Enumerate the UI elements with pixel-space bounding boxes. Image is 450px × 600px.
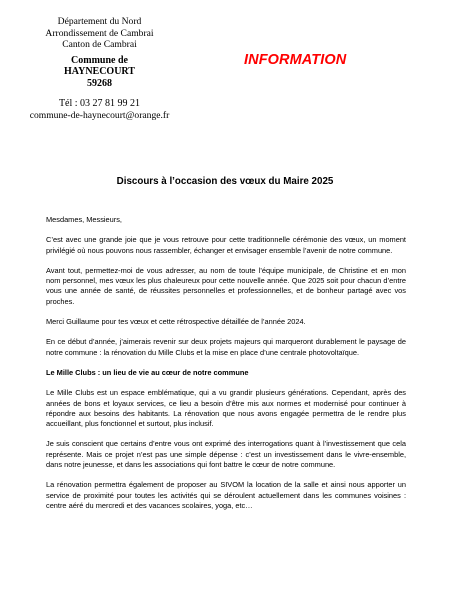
postal-code: 59268 [87, 77, 112, 89]
paragraph: Avant tout, permettez-moi de vous adresser, au nom de toute l’équipe municipale, de Christine et en mon nom personnel, mes vœux les plus chaleureux pour cette nouvelle année. Que 2025 soit pour chacun d’entre vous une année de santé, de réussites personnelles et professionnelles, et de bonheur partagé avec vos proches. [46, 265, 406, 306]
contact-block [22, 98, 177, 121]
commune-label: Commune de [71, 54, 128, 66]
commune-block [22, 55, 177, 90]
document-title: Discours à l’occasion des vœux du Maire 2025 [116, 176, 334, 187]
department-line: Département du Nord [57, 16, 142, 27]
paragraph: Le Mille Clubs est un espace emblématique, qui a vu grandir plusieurs générations. Cependant, après des années de bons et loyaux services, ce lieu a besoin d’être mis aux normes et modernisé pour continuer à répondre aux besoins des habitants. La rénovation que nous avons engagée permettra de le rendre plus accueillant, plus fonctionnel et surtout, plus inclusif. [46, 388, 406, 429]
salutation: Mesdames, Messieurs, [46, 215, 122, 224]
information-badge: INFORMATION [244, 52, 347, 68]
paragraph: C’est avec une grande joie que je vous retrouve pour cette traditionnelle cérémonie des vœux, un moment privilégié où nous pouvons nous rassembler, échanger et envisager ensemble l’avenir de notre commune. [46, 235, 406, 255]
paragraph: En ce début d’année, j’aimerais revenir sur deux projets majeurs qui marqueront durablement le paysage de notre commune : la rénovation du Mille Clubs et la mise en place d’une centrale photovoltaïque. [46, 337, 406, 357]
speech-body [46, 215, 406, 521]
canton-line: Canton de Cambrai [62, 39, 137, 50]
paragraph: La rénovation permettra également de proposer au SIVOM la location de la salle et ainsi nous apporter un service de proximité pour toutes les activités qui se déroulent actuellement dans les communes voisines : centre aéré du mercredi et des vacances scolaires, yoga, etc… [46, 480, 406, 510]
letterhead [22, 16, 177, 121]
arrondissement-line: Arrondissement de Cambrai [45, 27, 154, 39]
commune-name: HAYNECOURT [64, 66, 135, 77]
paragraph: Je suis conscient que certains d’entre vous ont exprimé des interrogations quant à l’investissement que cela représente. Mais ce projet n’est pas une simple dépense : c’est un investissement dans le vivre-ensemble, dans notre jeunesse, et dans les associations qui font battre le cœur de notre commune. [46, 439, 406, 470]
paragraph: Merci Guillaume pour tes vœux et cette rétrospective détaillée de l’année 2024. [46, 317, 306, 327]
section-heading: Le Mille Clubs : un lieu de vie au cœur de notre commune [46, 367, 249, 377]
phone-number: Tél : 03 27 81 99 21 [58, 98, 141, 109]
department-block [22, 16, 177, 51]
email-address: commune-de-haynecourt@orange.fr [29, 109, 170, 121]
